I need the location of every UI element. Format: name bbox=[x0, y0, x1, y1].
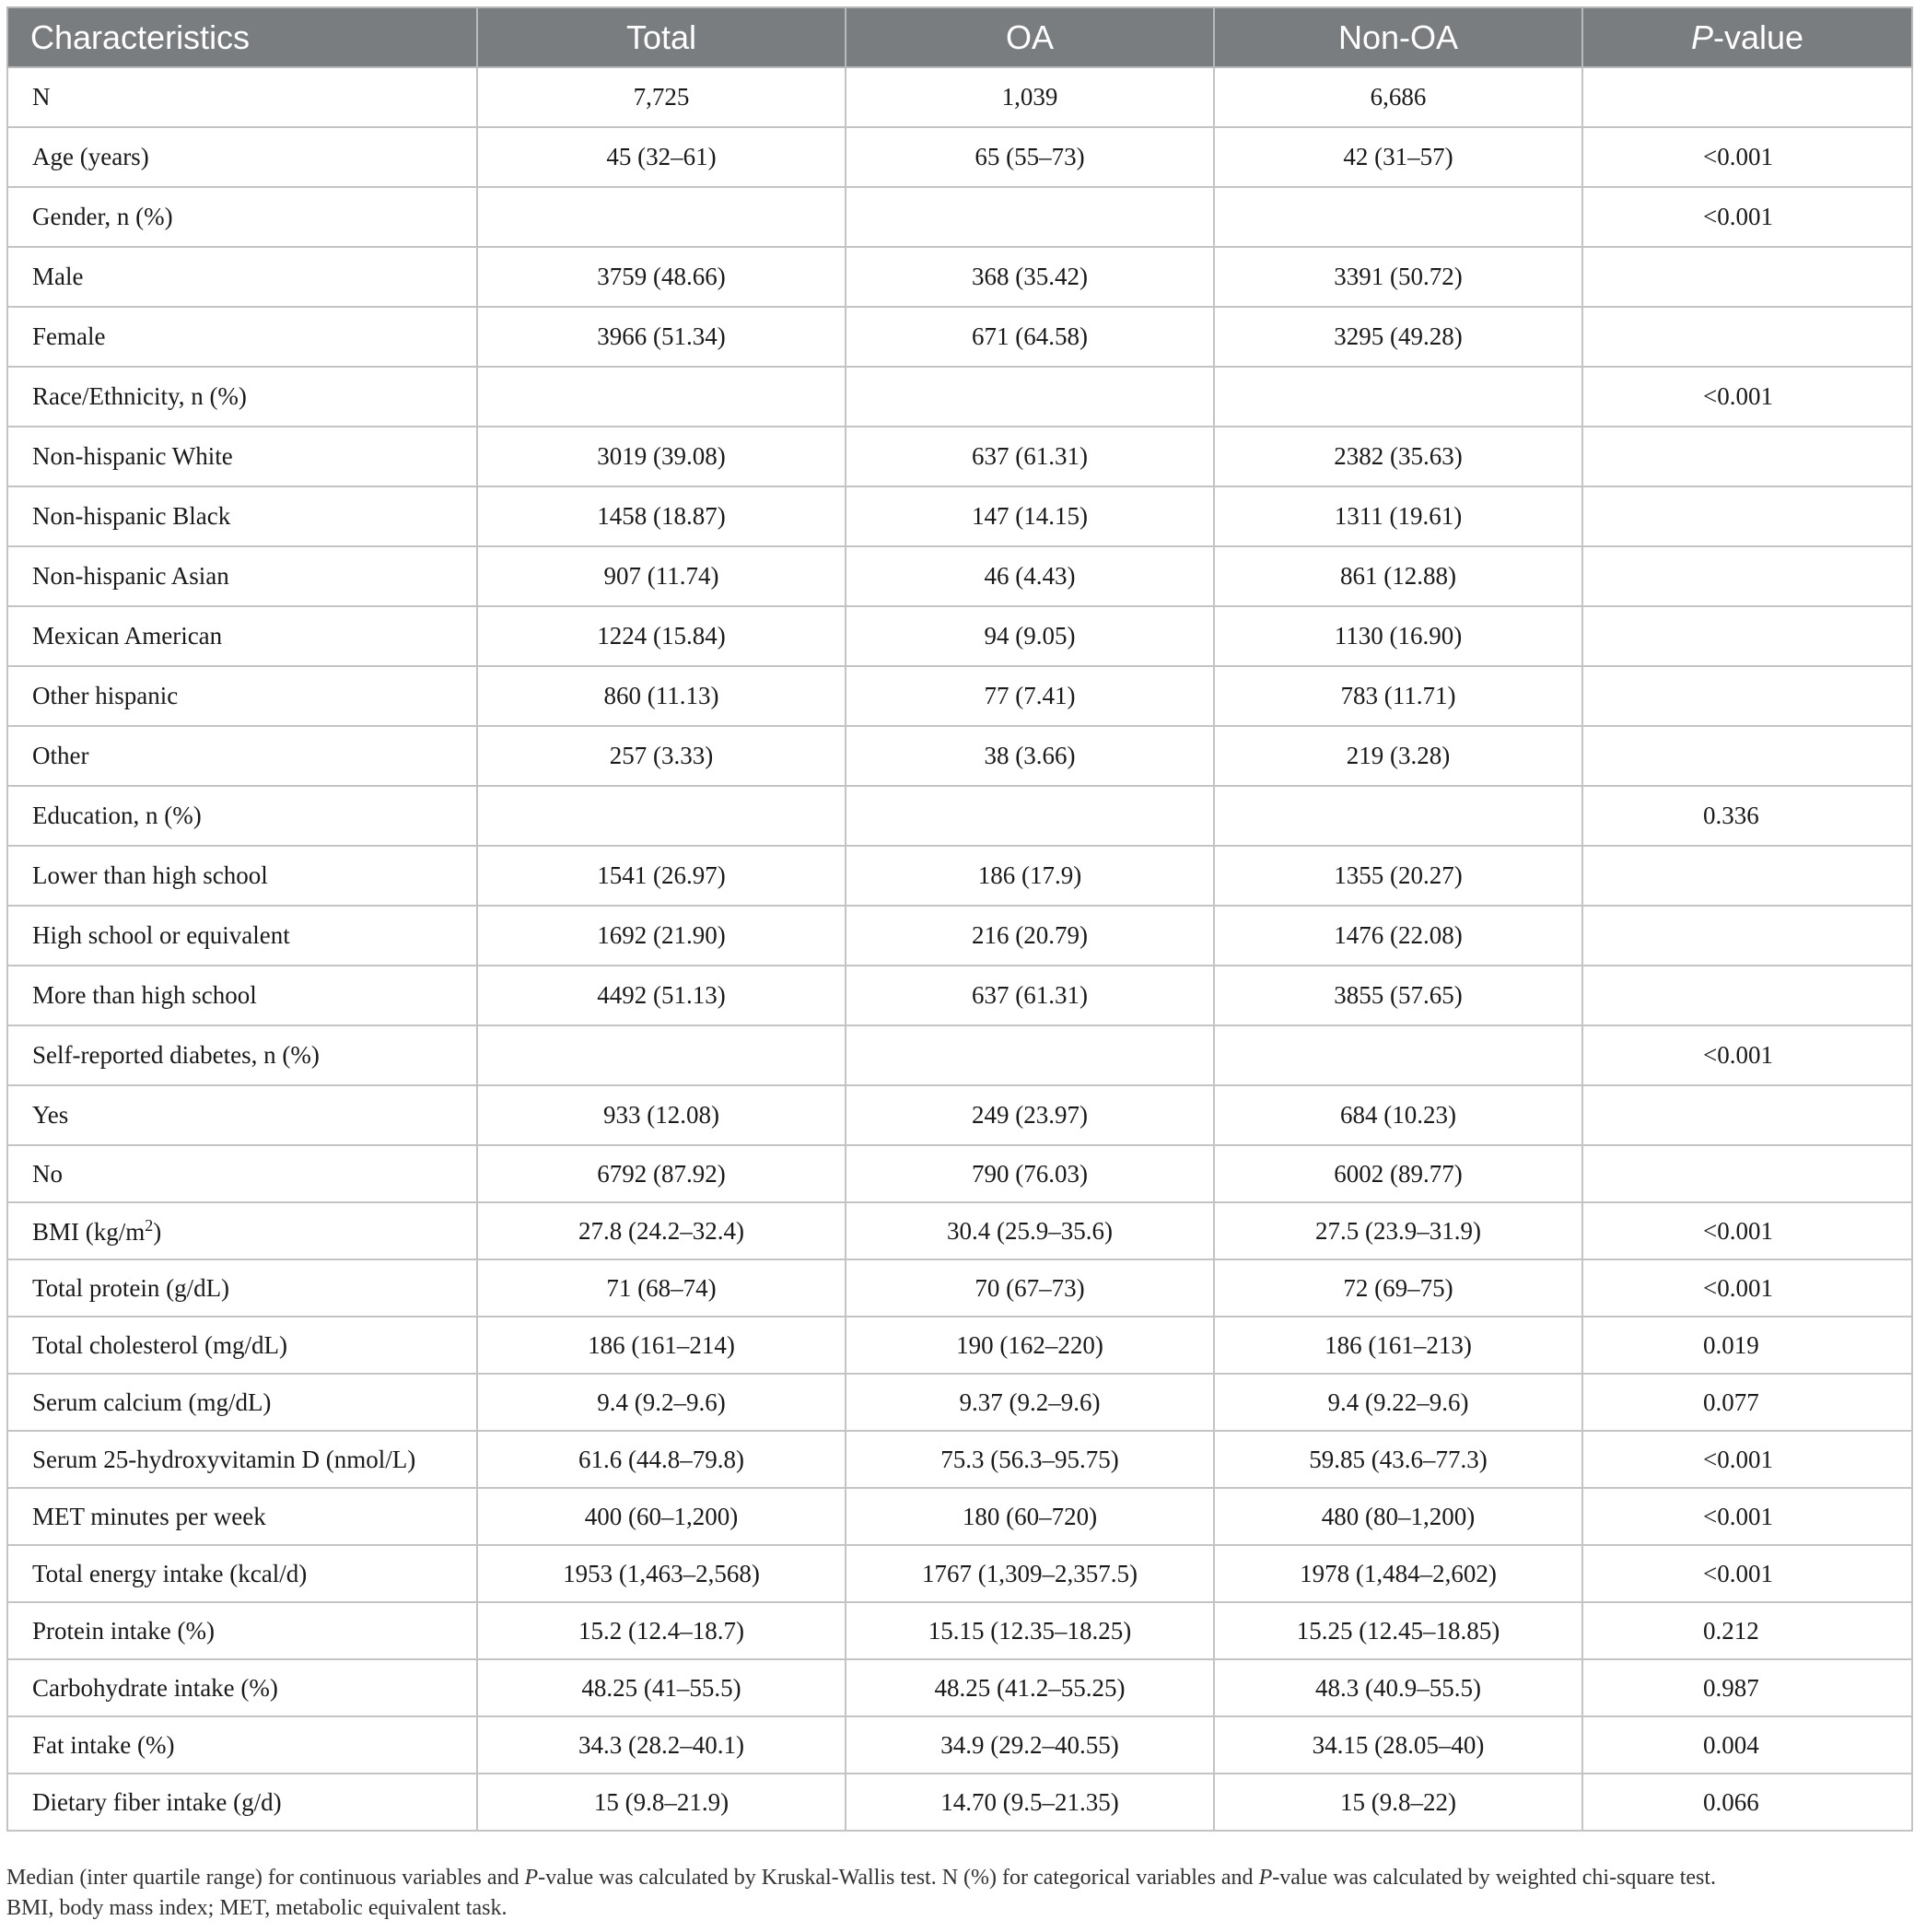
cell-oa: 46 (4.43) bbox=[846, 546, 1214, 606]
cell-oa: 368 (35.42) bbox=[846, 247, 1214, 307]
cell-total: 6792 (87.92) bbox=[477, 1145, 846, 1202]
table-body bbox=[7, 67, 1912, 1831]
cell-p-value: 0.987 bbox=[1582, 1659, 1912, 1716]
row-label-text: Age (years) bbox=[32, 143, 149, 170]
row-label-text: Race/Ethnicity, n (%) bbox=[32, 382, 247, 410]
cell-oa bbox=[846, 367, 1214, 427]
cell-p-value bbox=[1582, 666, 1912, 726]
cell-oa: 70 (67–73) bbox=[846, 1259, 1214, 1317]
row-label bbox=[7, 906, 477, 966]
footnote-text-c: -value was calculated by weighted chi-square test. bbox=[1272, 1866, 1717, 1890]
cell-p-value bbox=[1582, 1145, 1912, 1202]
cell-oa: 65 (55–73) bbox=[846, 127, 1214, 187]
cell-oa: 637 (61.31) bbox=[846, 966, 1214, 1025]
cell-total: 3019 (39.08) bbox=[477, 427, 846, 486]
cell-total: 186 (161–214) bbox=[477, 1317, 846, 1374]
cell-total: 71 (68–74) bbox=[477, 1259, 846, 1317]
table-row bbox=[7, 1488, 1912, 1545]
cell-non-oa: 219 (3.28) bbox=[1214, 726, 1582, 786]
header-p-value bbox=[1582, 7, 1912, 67]
cell-p-value: 0.004 bbox=[1582, 1716, 1912, 1774]
row-label bbox=[7, 1774, 477, 1831]
row-label bbox=[7, 187, 477, 247]
cell-oa: 94 (9.05) bbox=[846, 606, 1214, 666]
table-row bbox=[7, 906, 1912, 966]
row-label bbox=[7, 1202, 477, 1259]
cell-total: 45 (32–61) bbox=[477, 127, 846, 187]
row-label bbox=[7, 1085, 477, 1145]
cell-total: 860 (11.13) bbox=[477, 666, 846, 726]
row-label-text: Total energy intake (kcal/d) bbox=[32, 1559, 308, 1587]
row-label-text: Other bbox=[32, 742, 89, 769]
row-label-text: Other hispanic bbox=[32, 682, 179, 709]
row-label-superscript: 2 bbox=[145, 1215, 154, 1235]
table-row bbox=[7, 427, 1912, 486]
cell-total: 15 (9.8–21.9) bbox=[477, 1774, 846, 1831]
cell-oa: 15.15 (12.35–18.25) bbox=[846, 1602, 1214, 1659]
row-label bbox=[7, 427, 477, 486]
cell-total: 48.25 (41–55.5) bbox=[477, 1659, 846, 1716]
cell-p-value bbox=[1582, 906, 1912, 966]
row-label-text: Non-hispanic Black bbox=[32, 502, 231, 530]
cell-non-oa: 59.85 (43.6–77.3) bbox=[1214, 1431, 1582, 1488]
row-label-text: Male bbox=[32, 263, 84, 290]
cell-oa: 34.9 (29.2–40.55) bbox=[846, 1716, 1214, 1774]
row-label-text: Total protein (g/dL) bbox=[32, 1273, 230, 1302]
cell-total: 257 (3.33) bbox=[477, 726, 846, 786]
table-footnote bbox=[6, 1863, 1911, 1924]
table-row bbox=[7, 966, 1912, 1025]
header-oa: OA bbox=[846, 7, 1214, 67]
row-label-suffix: ) bbox=[153, 1217, 162, 1246]
characteristics-table bbox=[6, 6, 1913, 1832]
row-label-text: Dietary fiber intake (g/d) bbox=[32, 1787, 282, 1816]
cell-oa: 190 (162–220) bbox=[846, 1317, 1214, 1374]
cell-non-oa: 2382 (35.63) bbox=[1214, 427, 1582, 486]
cell-oa: 147 (14.15) bbox=[846, 486, 1214, 546]
cell-non-oa: 186 (161–213) bbox=[1214, 1317, 1582, 1374]
row-label bbox=[7, 1716, 477, 1774]
cell-p-value: 0.077 bbox=[1582, 1374, 1912, 1431]
cell-total: 34.3 (28.2–40.1) bbox=[477, 1716, 846, 1774]
cell-non-oa: 1355 (20.27) bbox=[1214, 846, 1582, 906]
cell-oa: 671 (64.58) bbox=[846, 307, 1214, 367]
table-row bbox=[7, 846, 1912, 906]
cell-oa: 1767 (1,309–2,357.5) bbox=[846, 1545, 1214, 1602]
cell-p-value: <0.001 bbox=[1582, 187, 1912, 247]
row-label bbox=[7, 1025, 477, 1085]
cell-non-oa: 1311 (19.61) bbox=[1214, 486, 1582, 546]
cell-p-value: 0.336 bbox=[1582, 786, 1912, 846]
row-label bbox=[7, 846, 477, 906]
cell-oa: 637 (61.31) bbox=[846, 427, 1214, 486]
row-label-text: Total cholesterol (mg/dL) bbox=[32, 1330, 288, 1359]
row-label-text: Fat intake (%) bbox=[32, 1730, 175, 1759]
row-label-text: Self-reported diabetes, n (%) bbox=[32, 1041, 320, 1069]
cell-p-value: 0.212 bbox=[1582, 1602, 1912, 1659]
row-label-text: BMI (kg/m bbox=[32, 1217, 146, 1246]
footnote-p-italic-2: P bbox=[1258, 1866, 1273, 1890]
table-row bbox=[7, 67, 1912, 127]
cell-non-oa: 1130 (16.90) bbox=[1214, 606, 1582, 666]
row-label bbox=[7, 307, 477, 367]
table-row bbox=[7, 1259, 1912, 1317]
cell-non-oa bbox=[1214, 367, 1582, 427]
cell-p-value bbox=[1582, 1085, 1912, 1145]
cell-p-value bbox=[1582, 247, 1912, 307]
cell-total: 933 (12.08) bbox=[477, 1085, 846, 1145]
row-label bbox=[7, 247, 477, 307]
cell-p-value: 0.019 bbox=[1582, 1317, 1912, 1374]
cell-p-value: <0.001 bbox=[1582, 367, 1912, 427]
row-label-text: No bbox=[32, 1159, 63, 1188]
cell-non-oa: 6002 (89.77) bbox=[1214, 1145, 1582, 1202]
cell-oa: 180 (60–720) bbox=[846, 1488, 1214, 1545]
header-total: Total bbox=[477, 7, 846, 67]
cell-non-oa: 1476 (22.08) bbox=[1214, 906, 1582, 966]
cell-non-oa: 6,686 bbox=[1214, 67, 1582, 127]
cell-oa: 14.70 (9.5–21.35) bbox=[846, 1774, 1214, 1831]
cell-p-value bbox=[1582, 486, 1912, 546]
row-label bbox=[7, 67, 477, 127]
cell-non-oa: 27.5 (23.9–31.9) bbox=[1214, 1202, 1582, 1259]
table-row bbox=[7, 1545, 1912, 1602]
cell-non-oa bbox=[1214, 786, 1582, 846]
table-row bbox=[7, 187, 1912, 247]
cell-oa: 790 (76.03) bbox=[846, 1145, 1214, 1202]
row-label bbox=[7, 666, 477, 726]
cell-total: 3966 (51.34) bbox=[477, 307, 846, 367]
row-label-text: Education, n (%) bbox=[32, 802, 202, 829]
header-characteristics: Characteristics bbox=[7, 7, 477, 67]
row-label bbox=[7, 127, 477, 187]
row-label bbox=[7, 786, 477, 846]
cell-p-value: <0.001 bbox=[1582, 1545, 1912, 1602]
row-label-text: Non-hispanic White bbox=[32, 442, 233, 470]
row-label-text: Serum 25-hydroxyvitamin D (nmol/L) bbox=[32, 1445, 416, 1473]
cell-non-oa: 3295 (49.28) bbox=[1214, 307, 1582, 367]
row-label bbox=[7, 1488, 477, 1545]
table-row bbox=[7, 1202, 1912, 1259]
row-label-text: Carbohydrate intake (%) bbox=[32, 1673, 278, 1702]
footnote-line-1 bbox=[6, 1863, 1911, 1893]
cell-p-value bbox=[1582, 427, 1912, 486]
cell-total bbox=[477, 187, 846, 247]
row-label-text: MET minutes per week bbox=[32, 1502, 266, 1530]
table-row bbox=[7, 367, 1912, 427]
cell-total bbox=[477, 367, 846, 427]
table-row bbox=[7, 1774, 1912, 1831]
cell-total: 15.2 (12.4–18.7) bbox=[477, 1602, 846, 1659]
cell-total: 7,725 bbox=[477, 67, 846, 127]
cell-p-value bbox=[1582, 546, 1912, 606]
cell-total: 1224 (15.84) bbox=[477, 606, 846, 666]
cell-total: 1458 (18.87) bbox=[477, 486, 846, 546]
table-row bbox=[7, 1085, 1912, 1145]
cell-oa bbox=[846, 1025, 1214, 1085]
footnote-p-italic-1: P bbox=[524, 1866, 539, 1890]
table-row bbox=[7, 546, 1912, 606]
table-header bbox=[7, 7, 1912, 67]
table-row bbox=[7, 247, 1912, 307]
table-row bbox=[7, 1145, 1912, 1202]
row-label bbox=[7, 1259, 477, 1317]
cell-p-value bbox=[1582, 606, 1912, 666]
cell-non-oa: 34.15 (28.05–40) bbox=[1214, 1716, 1582, 1774]
row-label bbox=[7, 1602, 477, 1659]
cell-non-oa: 783 (11.71) bbox=[1214, 666, 1582, 726]
cell-oa: 216 (20.79) bbox=[846, 906, 1214, 966]
cell-p-value bbox=[1582, 726, 1912, 786]
cell-p-value bbox=[1582, 67, 1912, 127]
cell-total bbox=[477, 1025, 846, 1085]
table-row bbox=[7, 726, 1912, 786]
row-label-text: Protein intake (%) bbox=[32, 1616, 215, 1645]
cell-total: 27.8 (24.2–32.4) bbox=[477, 1202, 846, 1259]
cell-oa: 30.4 (25.9–35.6) bbox=[846, 1202, 1214, 1259]
cell-non-oa: 15 (9.8–22) bbox=[1214, 1774, 1582, 1831]
cell-oa: 9.37 (9.2–9.6) bbox=[846, 1374, 1214, 1431]
table-row bbox=[7, 127, 1912, 187]
table-row bbox=[7, 666, 1912, 726]
cell-p-value bbox=[1582, 966, 1912, 1025]
row-label-text: Yes bbox=[32, 1101, 69, 1129]
cell-oa: 249 (23.97) bbox=[846, 1085, 1214, 1145]
cell-total: 907 (11.74) bbox=[477, 546, 846, 606]
row-label bbox=[7, 546, 477, 606]
cell-total: 9.4 (9.2–9.6) bbox=[477, 1374, 846, 1431]
row-label bbox=[7, 1659, 477, 1716]
cell-total: 4492 (51.13) bbox=[477, 966, 846, 1025]
cell-non-oa: 72 (69–75) bbox=[1214, 1259, 1582, 1317]
row-label bbox=[7, 1431, 477, 1488]
row-label bbox=[7, 486, 477, 546]
header-non-oa: Non-OA bbox=[1214, 7, 1582, 67]
cell-oa: 48.25 (41.2–55.25) bbox=[846, 1659, 1214, 1716]
cell-p-value bbox=[1582, 846, 1912, 906]
table-row bbox=[7, 1659, 1912, 1716]
cell-p-value: <0.001 bbox=[1582, 1259, 1912, 1317]
table-row bbox=[7, 786, 1912, 846]
cell-oa: 38 (3.66) bbox=[846, 726, 1214, 786]
cell-non-oa: 3391 (50.72) bbox=[1214, 247, 1582, 307]
cell-total bbox=[477, 786, 846, 846]
cell-non-oa bbox=[1214, 187, 1582, 247]
table-row bbox=[7, 1317, 1912, 1374]
row-label-text: Female bbox=[32, 322, 106, 350]
table-row bbox=[7, 1025, 1912, 1085]
cell-non-oa: 3855 (57.65) bbox=[1214, 966, 1582, 1025]
footnote-text-a: Median (inter quartile range) for continuous variables and bbox=[6, 1866, 525, 1890]
footnote-line-2: BMI, body mass index; MET, metabolic equivalent task. bbox=[6, 1896, 508, 1920]
row-label-text: Mexican American bbox=[32, 622, 223, 650]
cell-non-oa bbox=[1214, 1025, 1582, 1085]
cell-non-oa: 48.3 (40.9–55.5) bbox=[1214, 1659, 1582, 1716]
cell-p-value bbox=[1582, 307, 1912, 367]
cell-oa bbox=[846, 786, 1214, 846]
row-label bbox=[7, 606, 477, 666]
header-p-italic: P bbox=[1690, 18, 1713, 56]
cell-non-oa: 9.4 (9.22–9.6) bbox=[1214, 1374, 1582, 1431]
cell-oa: 75.3 (56.3–95.75) bbox=[846, 1431, 1214, 1488]
cell-total: 1541 (26.97) bbox=[477, 846, 846, 906]
table-row bbox=[7, 1602, 1912, 1659]
cell-p-value: <0.001 bbox=[1582, 1431, 1912, 1488]
cell-p-value: <0.001 bbox=[1582, 1488, 1912, 1545]
cell-non-oa: 684 (10.23) bbox=[1214, 1085, 1582, 1145]
cell-total: 1953 (1,463–2,568) bbox=[477, 1545, 846, 1602]
cell-total: 3759 (48.66) bbox=[477, 247, 846, 307]
cell-p-value: <0.001 bbox=[1582, 1202, 1912, 1259]
table-row bbox=[7, 307, 1912, 367]
row-label bbox=[7, 1317, 477, 1374]
cell-non-oa: 1978 (1,484–2,602) bbox=[1214, 1545, 1582, 1602]
table-row bbox=[7, 606, 1912, 666]
cell-non-oa: 42 (31–57) bbox=[1214, 127, 1582, 187]
row-label bbox=[7, 726, 477, 786]
header-p-suffix: -value bbox=[1712, 18, 1804, 56]
row-label-text: Non-hispanic Asian bbox=[32, 562, 229, 590]
table-row bbox=[7, 1716, 1912, 1774]
cell-non-oa: 861 (12.88) bbox=[1214, 546, 1582, 606]
table-row bbox=[7, 1431, 1912, 1488]
cell-oa: 1,039 bbox=[846, 67, 1214, 127]
row-label-text: High school or equivalent bbox=[32, 921, 290, 949]
cell-total: 400 (60–1,200) bbox=[477, 1488, 846, 1545]
cell-oa: 77 (7.41) bbox=[846, 666, 1214, 726]
cell-total: 1692 (21.90) bbox=[477, 906, 846, 966]
row-label bbox=[7, 966, 477, 1025]
row-label bbox=[7, 367, 477, 427]
row-label-text: Lower than high school bbox=[32, 861, 268, 889]
row-label bbox=[7, 1545, 477, 1602]
cell-non-oa: 15.25 (12.45–18.85) bbox=[1214, 1602, 1582, 1659]
cell-p-value: <0.001 bbox=[1582, 1025, 1912, 1085]
cell-p-value: <0.001 bbox=[1582, 127, 1912, 187]
row-label-text: More than high school bbox=[32, 981, 257, 1009]
table-container bbox=[6, 6, 1911, 1832]
row-label-text: Serum calcium (mg/dL) bbox=[32, 1388, 272, 1416]
cell-p-value: 0.066 bbox=[1582, 1774, 1912, 1831]
row-label bbox=[7, 1145, 477, 1202]
row-label-text: N bbox=[32, 83, 51, 111]
row-label-text: Gender, n (%) bbox=[32, 203, 173, 230]
cell-total: 61.6 (44.8–79.8) bbox=[477, 1431, 846, 1488]
table-row bbox=[7, 486, 1912, 546]
row-label bbox=[7, 1374, 477, 1431]
cell-oa: 186 (17.9) bbox=[846, 846, 1214, 906]
table-row bbox=[7, 1374, 1912, 1431]
footnote-text-b: -value was calculated by Kruskal-Wallis test. N (%) for categorical variables and bbox=[538, 1866, 1259, 1890]
cell-non-oa: 480 (80–1,200) bbox=[1214, 1488, 1582, 1545]
cell-oa bbox=[846, 187, 1214, 247]
